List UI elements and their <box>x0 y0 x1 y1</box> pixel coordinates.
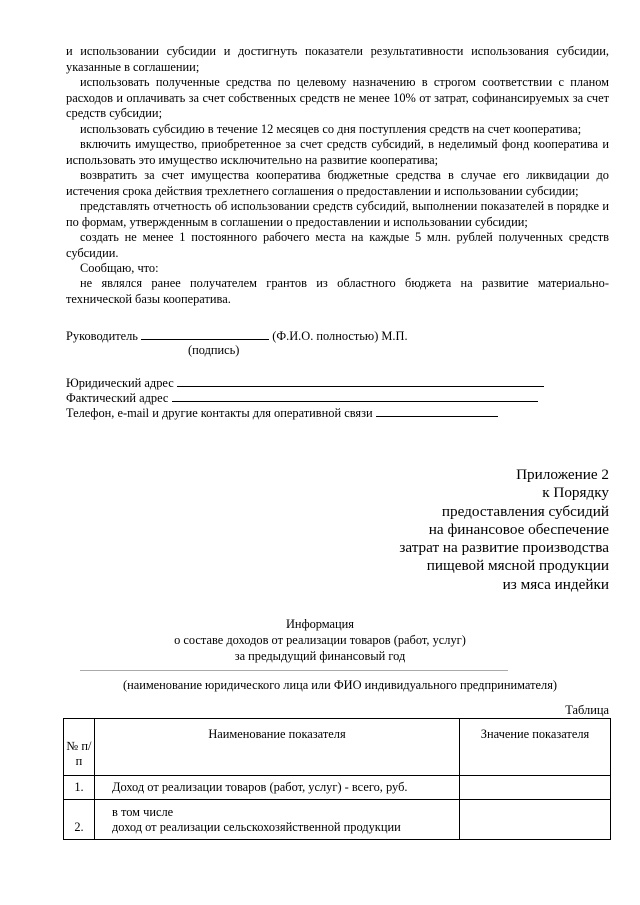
head-signature-line <box>66 328 408 344</box>
paragraph-text: создать не менее 1 постоянного рабочего места на каждые 5 млн. рублей полученных средств субсидии. <box>66 230 609 260</box>
row-name-text: в том числе <box>112 804 174 819</box>
appendix-line: предоставления субсидий <box>441 502 609 520</box>
info-title: Информация <box>285 617 355 631</box>
legal-address-line <box>66 375 544 391</box>
row-num-text: 1. <box>74 780 84 794</box>
row-name <box>95 800 460 840</box>
header-num-text: № п/п <box>66 739 92 768</box>
actual-address-line <box>66 390 538 406</box>
table-row <box>64 776 611 800</box>
appendix-header <box>399 466 609 594</box>
table-label: Таблица <box>565 703 609 717</box>
actual-address-label: Фактический адрес <box>66 391 169 405</box>
paragraph-use-funds <box>66 75 609 122</box>
paragraph-continuation <box>66 44 609 75</box>
signature-caption <box>188 343 239 358</box>
appendix-line: Приложение 2 <box>516 466 609 483</box>
paragraph-text: и использовании субсидии и достигнуть показатели результативности использования субсидии, указанные в соглашении; <box>66 44 609 74</box>
table-row <box>64 800 611 840</box>
paragraph-text: использовать субсидию в течение 12 месяцев со дня поступления средств на счет кооператива; <box>80 122 582 136</box>
header-value-text: Значение показателя <box>480 727 590 741</box>
info-subtitle: о составе доходов от реализации товаров (работ, услуг) <box>174 633 466 647</box>
row-value <box>460 800 611 840</box>
paragraph-use-12-months <box>66 122 609 138</box>
table-header-row <box>64 719 611 776</box>
row-name <box>95 776 460 800</box>
actual-address-field <box>172 390 538 402</box>
paragraph-text: включить имущество, приобретенное за счет средств субсидий, в неделимый фонд кооператива и использовать это имущество исключительно на развитие кооператива; <box>66 137 609 167</box>
head-label: Руководитель <box>66 329 138 343</box>
paragraph-text: использовать полученные средства по целевому назначению в строгом соответствии с планом расходов и оплачивать за счет собственных средств не менее 10% от затрат, софинансируемых за счет средств субсидии; <box>66 75 609 121</box>
row-name-text-2: доход от реализации сельскохозяйственной продукции <box>112 819 401 834</box>
paragraph-create-jobs <box>66 230 609 261</box>
legal-address-label: Юридический адрес <box>66 376 174 390</box>
paragraph-text: Сообщаю, что: <box>80 261 159 275</box>
fio-label: (Ф.И.О. полностью) М.П. <box>272 329 408 343</box>
row-name-text: Доход от реализации товаров (работ, услуг) - всего, руб. <box>112 780 408 794</box>
appendix-line: к Порядку <box>542 484 609 502</box>
paragraph-reporting <box>66 199 609 230</box>
entity-caption: (наименование юридического лица или ФИО индивидуального предпринимателя) <box>122 678 558 692</box>
paragraph-text: представлять отчетность об использовании средств субсидий, выполнении показателей в порядке и по формам, утвержденным в соглашении о предоставлении и использовании субсидии; <box>66 199 609 229</box>
row-num <box>64 776 95 800</box>
row-num-text: 2. <box>74 820 84 834</box>
legal-address-field <box>177 375 544 387</box>
entity-name-line <box>80 670 508 671</box>
contacts-line <box>66 405 498 421</box>
appendix-line: на финансовое обеспечение <box>428 520 609 538</box>
income-table <box>63 718 611 840</box>
row-value <box>460 776 611 800</box>
paragraph-no-grants <box>66 276 609 307</box>
header-name <box>95 719 460 776</box>
paragraph-return-funds <box>66 168 609 199</box>
header-name-text: Наименование показателя <box>208 727 346 741</box>
signature-field <box>141 328 269 340</box>
contacts-label: Телефон, e-mail и другие контакты для оперативной связи <box>66 406 373 420</box>
paragraph-text: не являлся ранее получателем грантов из областного бюджета на развитие материально-технической базы кооператива. <box>66 276 609 306</box>
contacts-field <box>376 405 498 417</box>
row-num <box>64 800 95 840</box>
appendix-line: пищевой мясной продукции <box>426 557 609 575</box>
appendix-line: из мяса индейки <box>502 575 609 593</box>
header-value <box>460 719 611 776</box>
paragraph-include-property <box>66 137 609 168</box>
info-period: за предыдущий финансовый год <box>234 649 406 663</box>
header-num <box>64 719 95 776</box>
paragraph-notify <box>66 261 609 277</box>
signature-caption-text: (подпись) <box>188 343 240 357</box>
paragraph-text: возвратить за счет имущества кооператива бюджетные средства в случае его ликвидации до истечения срока действия трехлетнего соглашения о предоставлении и использовании субсидии; <box>66 168 609 198</box>
appendix-line: затрат на развитие производства <box>399 539 609 557</box>
